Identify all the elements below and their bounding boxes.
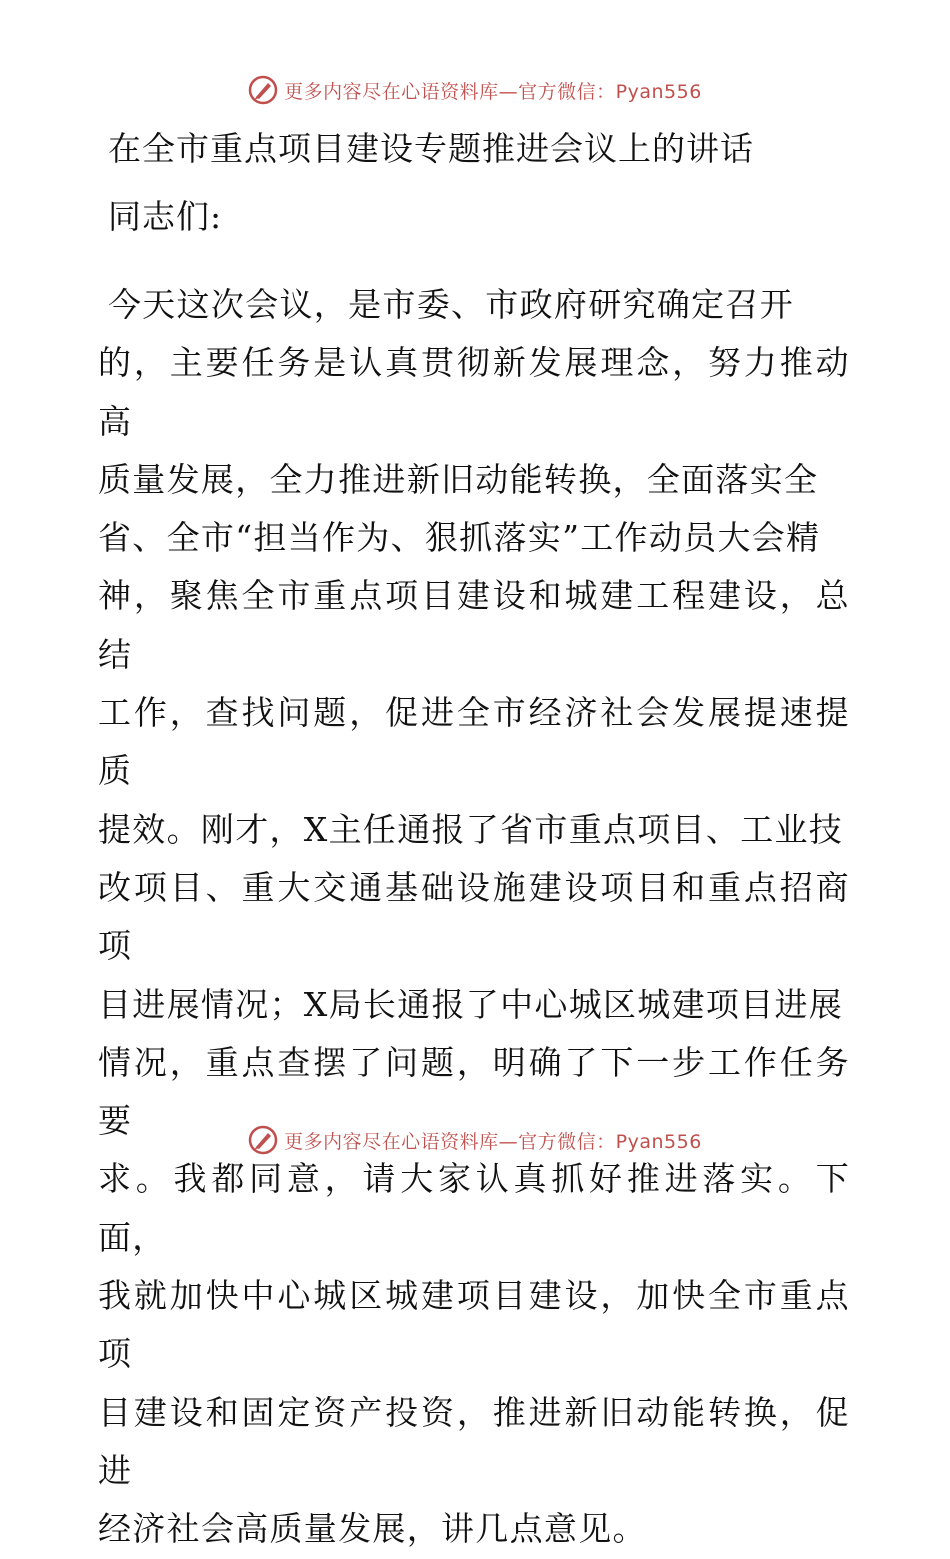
watermark-text: 更多内容尽在心语资料库—官方微信：Pyan556 (284, 1130, 702, 1153)
paragraph-line: 目进展情况；X局长通报了中心城区城建项目进展 (98, 984, 844, 1024)
paragraph-line: 目建设和固定资产投资，推进新旧动能转换，促进 (98, 1392, 850, 1490)
speech-paragraph (98, 276, 850, 1559)
quill-pen-logo-icon (248, 75, 278, 105)
paragraph-line: 神，聚焦全市重点项目建设和城建工程建设，总结 (98, 576, 850, 674)
paragraph-line: 今天这次会议，是市委、市政府研究确定召开 (108, 285, 794, 324)
watermark-text: 更多内容尽在心语资料库—官方微信：Pyan556 (284, 80, 702, 103)
paragraph-line: 情况，重点查摆了问题，明确了下一步工作任务要 (98, 1042, 850, 1141)
document-title: 在全市重点项目建设专题推进会议上的讲话 (108, 129, 754, 168)
paragraph-line: 工作，查找问题，促进全市经济社会发展提速提质 (98, 693, 850, 791)
paragraph-line: 求。我都同意，请大家认真抓好推进落实。下面， (98, 1159, 850, 1257)
document-body (98, 120, 850, 1559)
paragraph-line: 经济社会高质量发展，讲几点意见。 (98, 1509, 647, 1549)
header-watermark-banner (0, 70, 950, 110)
paragraph-line: 我就加快中心城区城建项目建设，加快全市重点项 (98, 1276, 850, 1374)
paragraph-line: 质量发展，全力推进新旧动能转换，全面落实全 (98, 459, 819, 499)
paragraph-line: 改项目、重大交通基础设施建设项目和重点招商项 (98, 867, 850, 966)
paragraph-line: 的，主要任务是认真贯彻新发展理念，努力推动高 (98, 343, 850, 441)
footer-watermark-banner (0, 1120, 950, 1160)
quill-pen-logo-icon (248, 1125, 278, 1155)
salutation: 同志们: (108, 197, 223, 236)
paragraph-line: 提效。刚才，X主任通报了省市重点项目、工业技 (98, 809, 844, 849)
paragraph-line: 省、全市“担当作为、狠抓落实”工作动员大会精 (98, 518, 821, 558)
